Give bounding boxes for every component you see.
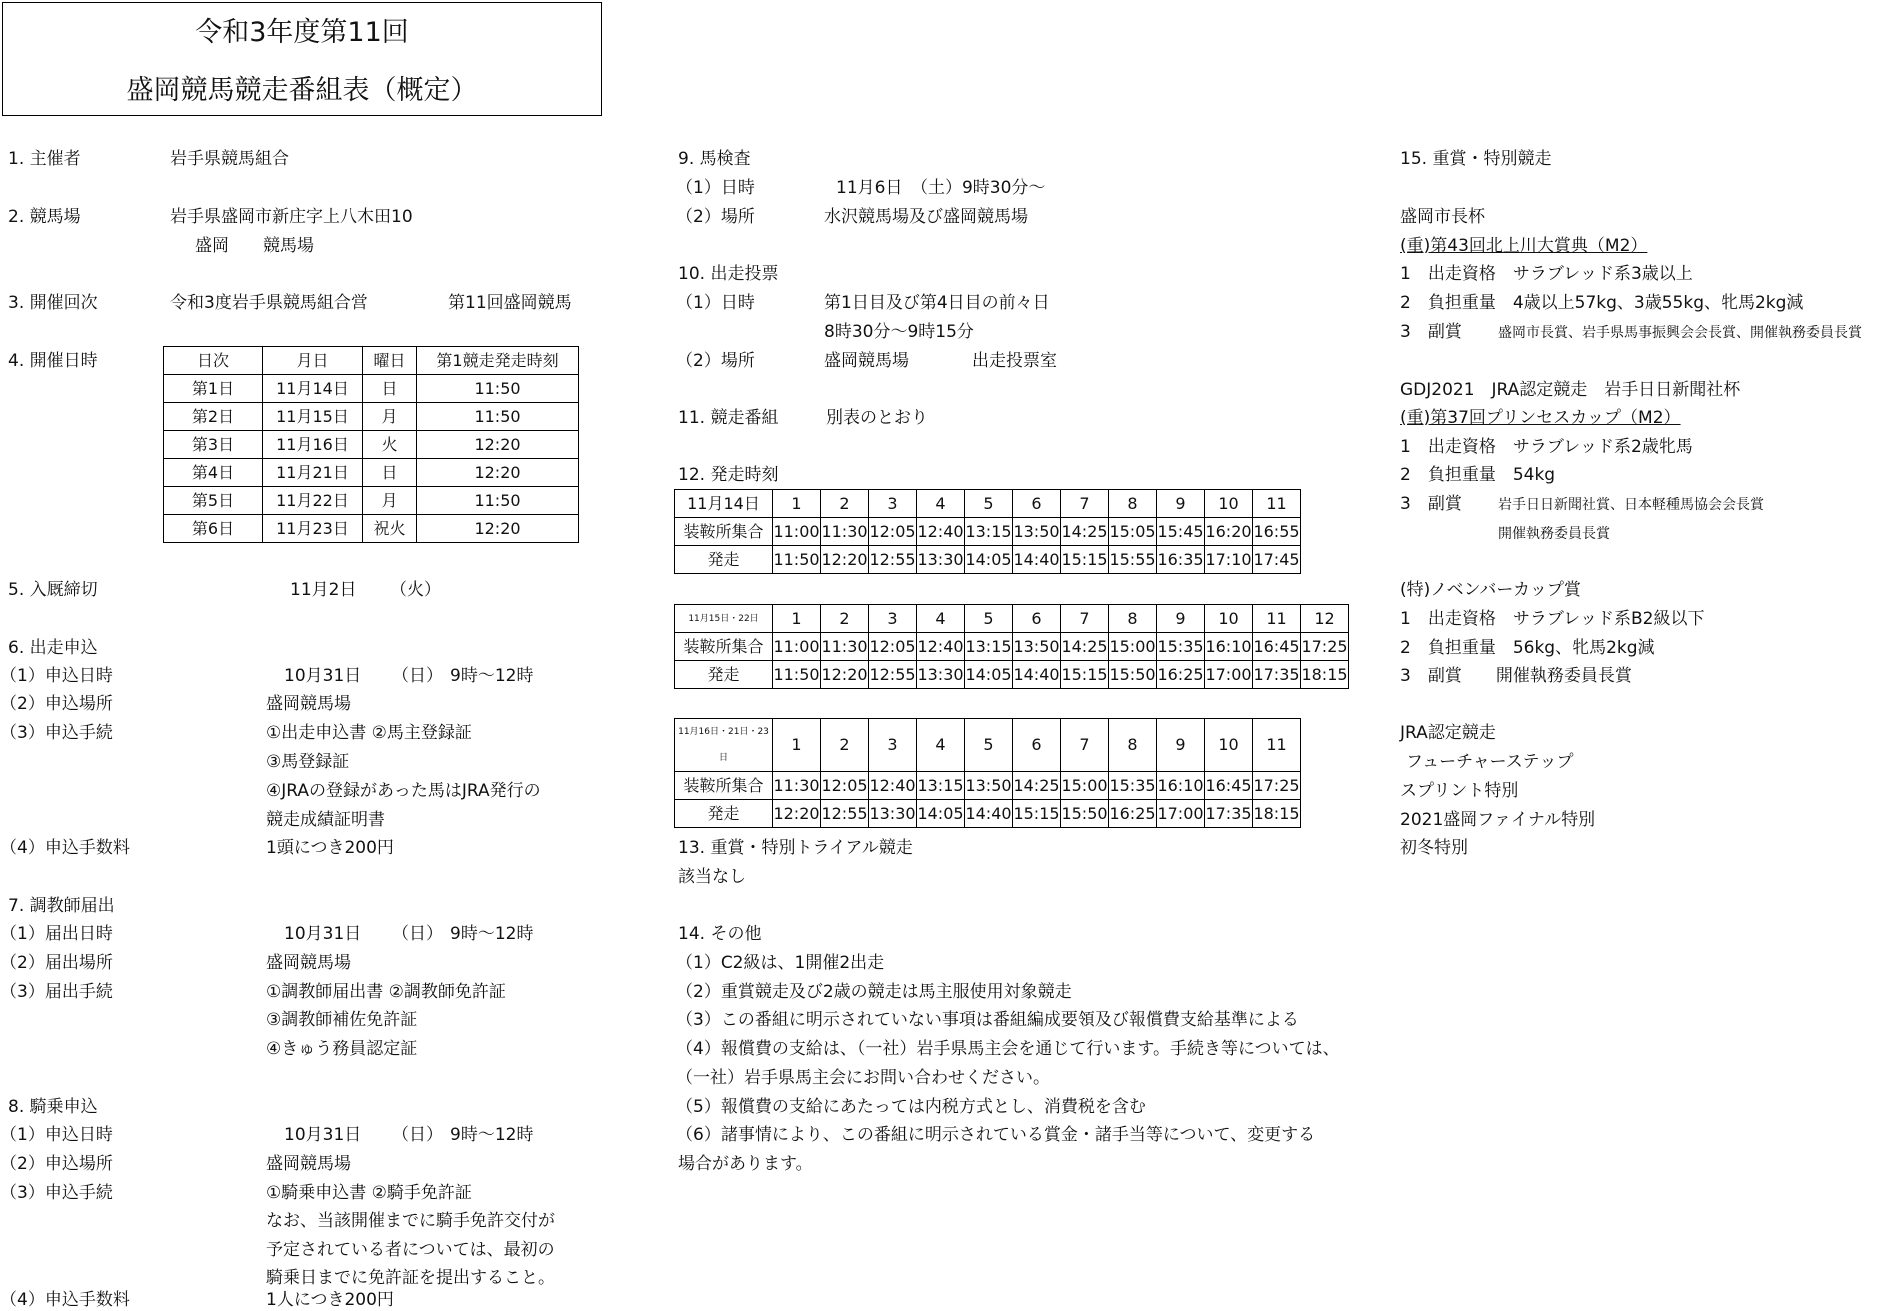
s10-head: 10. 出走投票: [678, 264, 779, 284]
start-time: 17:00: [1157, 800, 1205, 828]
race-table-2: [674, 604, 1349, 689]
s10-r1-value1: 第1日目及び第4日目の前々日: [824, 293, 1050, 313]
race-number: 9: [1157, 719, 1205, 772]
s2-value1: 岩手県盛岡市新庄字上八木田10: [170, 207, 413, 227]
saddling-time: 11:00: [773, 633, 821, 661]
s8-r1-label: （1）申込日時: [0, 1125, 113, 1145]
s3-value2: 第11回盛岡競馬: [448, 293, 572, 313]
s6-r1-label: （1）申込日時: [0, 666, 113, 686]
race1-prize-value: 盛岡市長賞、岩手県馬事振興会会長賞、開催執務委員長賞: [1498, 325, 1862, 341]
saddling-time: 12:40: [917, 633, 965, 661]
race-table-label: 11月14日: [675, 490, 773, 518]
start-time: 15:15: [1013, 800, 1061, 828]
s14-line: （4）報償費の支給は、（一社）岩手県馬主会を通じて行います。手続き等については、: [676, 1039, 1340, 1059]
s6-r1-time: 9時～12時: [450, 666, 534, 686]
s6-r2-label: （2）申込場所: [0, 694, 113, 714]
race-number: 8: [1109, 719, 1157, 772]
s6-r3-v3: ④JRAの登録があった馬はJRA発行の: [266, 781, 541, 801]
s7-r3-v1: ①調教師届出書 ②調教師免許証: [266, 982, 506, 1002]
s2-head: 2. 競馬場: [8, 207, 81, 227]
s11-value: 別表のとおり: [826, 408, 928, 428]
race2-line: 2 負担重量 54kg: [1400, 465, 1556, 485]
saddling-time: 16:45: [1205, 772, 1253, 800]
saddling-time: 12:40: [869, 772, 917, 800]
saddling-time: 15:35: [1157, 633, 1205, 661]
saddling-time: 13:15: [965, 518, 1013, 546]
start-time: 12:55: [821, 800, 869, 828]
saddling-time: 12:40: [917, 518, 965, 546]
race-number: 10: [1205, 719, 1253, 772]
start-time: 18:15: [1301, 661, 1349, 689]
schedule-header-row: [164, 347, 579, 375]
start-time: 16:35: [1157, 546, 1205, 574]
s9-head: 9. 馬検査: [678, 149, 751, 169]
start-time: 13:30: [869, 800, 917, 828]
s6-r3-v4: 競走成績証明書: [266, 810, 385, 830]
schedule-header-date: 月日: [263, 347, 363, 375]
s8-r1-date: 10月31日: [284, 1125, 362, 1145]
start-time: 18:15: [1253, 800, 1301, 828]
start-time: 12:55: [869, 661, 917, 689]
title-line1: 令和3年度第11回: [195, 17, 409, 48]
saddling-time: 17:25: [1301, 633, 1349, 661]
saddling-time: 11:30: [821, 633, 869, 661]
race-table-start-row: [675, 800, 1301, 828]
start-time: 17:35: [1253, 661, 1301, 689]
race-number: 1: [773, 605, 821, 633]
s7-r3-label: （3）届出手続: [0, 982, 113, 1002]
schedule-table: [163, 346, 579, 543]
s5-date: 11月2日: [290, 580, 357, 600]
start-label: 発走: [675, 546, 773, 574]
s8-r1-time: 9時～12時: [450, 1125, 534, 1145]
schedule-header-dow: 曜日: [363, 347, 417, 375]
race2-name: (重)第37回プリンセスカップ（M2）: [1400, 408, 1681, 428]
s9-r2-label: （2）場所: [676, 207, 755, 227]
saddling-time: 15:05: [1109, 518, 1157, 546]
saddling-label: 装鞍所集合: [675, 772, 773, 800]
start-label: 発走: [675, 661, 773, 689]
schedule-cell: 第2日: [164, 403, 263, 431]
start-time: 15:55: [1109, 546, 1157, 574]
race-number: 6: [1013, 719, 1061, 772]
race-table-1: [674, 489, 1301, 574]
s4-head: 4. 開催日時: [8, 351, 98, 371]
race-number: 7: [1061, 490, 1109, 518]
race-number: 4: [917, 490, 965, 518]
race-number: 5: [965, 490, 1013, 518]
schedule-cell: 11月15日: [263, 403, 363, 431]
jra-race: 初冬特別: [1400, 838, 1468, 858]
s6-head: 6. 出走申込: [8, 638, 98, 658]
s6-r3-v1: ①出走申込書 ②馬主登録証: [266, 723, 472, 743]
schedule-cell: 11:50: [417, 403, 579, 431]
race-number: 9: [1157, 490, 1205, 518]
start-time: 17:10: [1205, 546, 1253, 574]
schedule-cell: 第1日: [164, 375, 263, 403]
schedule-cell: 日: [363, 375, 417, 403]
s14-line: （1）C2級は、1開催2出走: [676, 953, 885, 973]
race1-line: 1 出走資格 サラブレッド系3歳以上: [1400, 264, 1693, 284]
saddling-time: 15:35: [1109, 772, 1157, 800]
saddling-time: 16:10: [1205, 633, 1253, 661]
start-time: 14:40: [965, 800, 1013, 828]
saddling-time: 13:15: [965, 633, 1013, 661]
saddling-time: 14:25: [1061, 633, 1109, 661]
s7-r3-v3: ④きゅう務員認定証: [266, 1039, 418, 1059]
jra-race: 2021盛岡ファイナル特別: [1400, 810, 1596, 830]
saddling-time: 11:30: [773, 772, 821, 800]
race-table-3: [674, 718, 1301, 828]
start-time: 12:55: [869, 546, 917, 574]
start-time: 16:25: [1109, 800, 1157, 828]
s9-r1-value: 11月6日 （土）9時30分～: [836, 178, 1046, 198]
s1-head: 1. 主催者: [8, 149, 81, 169]
title-box: [2, 2, 602, 116]
race1-prize-label: 3 副賞: [1400, 322, 1462, 342]
saddling-label: 装鞍所集合: [675, 518, 773, 546]
s8-r3-v4: 騎乗日までに免許証を提出すること。: [266, 1268, 555, 1288]
schedule-cell: 祝火: [363, 515, 417, 543]
schedule-cell: 12:20: [417, 431, 579, 459]
schedule-row: [164, 431, 579, 459]
s7-r1-date: 10月31日: [284, 924, 362, 944]
race-table-label: 11月15日・22日: [675, 605, 773, 633]
saddling-time: 16:10: [1157, 772, 1205, 800]
saddling-time: 16:20: [1205, 518, 1253, 546]
s5-dow: （火）: [390, 580, 441, 600]
schedule-cell: 火: [363, 431, 417, 459]
s1-value: 岩手県競馬組合: [170, 149, 289, 169]
s10-r2-value: 盛岡競馬場: [824, 351, 909, 371]
s8-head: 8. 騎乗申込: [8, 1097, 98, 1117]
race1-line: 2 負担重量 4歳以上57kg、3歳55kg、牝馬2kg減: [1400, 293, 1804, 313]
race-table-number-row: [675, 719, 1301, 772]
s7-r3-v2: ③調教師補佐免許証: [266, 1010, 418, 1030]
start-time: 14:05: [917, 800, 965, 828]
race-table-saddling-row: [675, 772, 1301, 800]
start-time: 11:50: [773, 661, 821, 689]
saddling-time: 15:00: [1109, 633, 1157, 661]
race2-line: 1 出走資格 サラブレッド系2歳牝馬: [1400, 437, 1693, 457]
start-time: 14:05: [965, 546, 1013, 574]
saddling-time: 15:00: [1061, 772, 1109, 800]
saddling-time: 12:05: [869, 633, 917, 661]
s6-r4-label: （4）申込手数料: [0, 838, 130, 858]
s14-line: 場合があります。: [678, 1154, 813, 1174]
s8-r1-dow: （日）: [392, 1125, 443, 1145]
saddling-time: 14:25: [1061, 518, 1109, 546]
race-number: 9: [1157, 605, 1205, 633]
race3-line: 2 負担重量 56kg、牝馬2kg減: [1400, 638, 1655, 658]
s11-head: 11. 競走番組: [678, 408, 779, 428]
race2-prize-value: 岩手日日新聞社賞、日本軽種馬協会会長賞: [1498, 497, 1764, 513]
saddling-time: 16:55: [1253, 518, 1301, 546]
saddling-time: 13:50: [965, 772, 1013, 800]
schedule-cell: 11月22日: [263, 487, 363, 515]
s8-r3-v2: なお、当該開催までに騎手免許交付が: [266, 1211, 555, 1231]
race-table-start-row: [675, 546, 1301, 574]
start-time: 15:15: [1061, 546, 1109, 574]
race-number: 2: [821, 605, 869, 633]
schedule-header-start: 第1競走発走時刻: [417, 347, 579, 375]
start-time: 12:20: [821, 661, 869, 689]
race-number: 8: [1109, 605, 1157, 633]
race-number: 7: [1061, 605, 1109, 633]
race1-name: (重)第43回北上川大賞典（M2）: [1400, 236, 1648, 256]
saddling-time: 13:15: [917, 772, 965, 800]
s8-r4-label: （4）申込手数料: [0, 1290, 130, 1310]
race2-prize-value: 開催執務委員長賞: [1498, 526, 1610, 542]
s3-value1: 令和3度岩手県競馬組合営: [170, 293, 368, 313]
race3-name: (特)ノベンバーカップ賞: [1400, 580, 1581, 600]
schedule-cell: 第5日: [164, 487, 263, 515]
start-label: 発走: [675, 800, 773, 828]
start-time: 13:30: [917, 661, 965, 689]
start-time: 12:20: [821, 546, 869, 574]
jra-race: スプリント特別: [1400, 781, 1519, 801]
race-number: 5: [965, 605, 1013, 633]
race-table-label: 11月16日・21日・23日: [675, 719, 773, 772]
schedule-header-day: 日次: [164, 347, 263, 375]
s14-line: （6）諸事情により、この番組に明示されている賞金・諸手当等について、変更する: [676, 1125, 1316, 1145]
title-line2: 盛岡競馬競走番組表（概定）: [126, 75, 478, 106]
s14-line: （一社）岩手県馬主会にお問い合わせください。: [676, 1068, 1050, 1088]
race-number: 1: [773, 719, 821, 772]
s7-r2-value: 盛岡競馬場: [266, 953, 351, 973]
race3-line: 3 副賞 開催執務委員長賞: [1400, 666, 1632, 686]
s10-r2-label: （2）場所: [676, 351, 755, 371]
s6-r3-v2: ③馬登録証: [266, 752, 350, 772]
race-table-start-row: [675, 661, 1349, 689]
s13-head: 13. 重賞・特別トライアル競走: [678, 838, 913, 858]
s10-r1-value2: 8時30分～9時15分: [824, 322, 974, 342]
s8-r2-value: 盛岡競馬場: [266, 1154, 351, 1174]
s13-value: 該当なし: [678, 867, 746, 887]
race-table-saddling-row: [675, 518, 1301, 546]
schedule-cell: 11月16日: [263, 431, 363, 459]
race-number: 5: [965, 719, 1013, 772]
s6-r2-value: 盛岡競馬場: [266, 694, 351, 714]
start-time: 11:50: [773, 546, 821, 574]
s7-r2-label: （2）届出場所: [0, 953, 113, 973]
s7-r1-time: 9時～12時: [450, 924, 534, 944]
saddling-time: 11:30: [821, 518, 869, 546]
s9-r2-value: 水沢競馬場及び盛岡競馬場: [824, 207, 1028, 227]
s10-r2-value2: 出走投票室: [972, 351, 1057, 371]
start-time: 16:25: [1157, 661, 1205, 689]
start-time: 13:30: [917, 546, 965, 574]
race-number: 3: [869, 605, 917, 633]
saddling-time: 11:00: [773, 518, 821, 546]
race-number: 11: [1253, 719, 1301, 772]
schedule-cell: 日: [363, 459, 417, 487]
schedule-cell: 12:20: [417, 459, 579, 487]
start-time: 17:35: [1205, 800, 1253, 828]
s3-head: 3. 開催回次: [8, 293, 98, 313]
s10-r1-label: （1）日時: [676, 293, 755, 313]
race-number: 4: [917, 605, 965, 633]
s8-r3-v3: 予定されている者については、最初の: [266, 1240, 555, 1260]
race-number: 3: [869, 490, 917, 518]
start-time: 14:40: [1013, 661, 1061, 689]
saddling-time: 12:05: [821, 772, 869, 800]
start-time: 17:00: [1205, 661, 1253, 689]
race-number: 2: [821, 719, 869, 772]
s2-value2: 盛岡 競馬場: [195, 236, 314, 256]
s6-r1-date: 10月31日: [284, 666, 362, 686]
schedule-row: [164, 375, 579, 403]
schedule-row: [164, 515, 579, 543]
schedule-cell: 月: [363, 487, 417, 515]
s14-line: （3）この番組に明示されていない事項は番組編成要領及び報償費支給基準による: [676, 1010, 1299, 1030]
race-number: 6: [1013, 490, 1061, 518]
schedule-row: [164, 487, 579, 515]
start-time: 14:40: [1013, 546, 1061, 574]
s14-line: （2）重賞競走及び2歳の競走は馬主服使用対象競走: [676, 982, 1072, 1002]
s5-head: 5. 入厩締切: [8, 580, 98, 600]
race-number: 3: [869, 719, 917, 772]
start-time: 15:50: [1109, 661, 1157, 689]
s7-r1-dow: （日）: [392, 924, 443, 944]
race-table-saddling-row: [675, 633, 1349, 661]
schedule-cell: 第4日: [164, 459, 263, 487]
s8-r3-v1: ①騎乗申込書 ②騎手免許証: [266, 1183, 472, 1203]
race-number: 2: [821, 490, 869, 518]
s15-head: 15. 重賞・特別競走: [1400, 149, 1552, 169]
schedule-cell: 第3日: [164, 431, 263, 459]
race3-line: 1 出走資格 サラブレッド系B2級以下: [1400, 609, 1705, 629]
race-number: 10: [1205, 490, 1253, 518]
schedule-row: [164, 403, 579, 431]
race2-sponsor: GDJ2021 JRA認定競走 岩手日日新聞社杯: [1400, 380, 1741, 400]
jra-head: JRA認定競走: [1400, 723, 1496, 743]
s9-r1-label: （1）日時: [676, 178, 755, 198]
saddling-time: 16:45: [1253, 633, 1301, 661]
race-number: 1: [773, 490, 821, 518]
start-time: 12:20: [773, 800, 821, 828]
race-number: 8: [1109, 490, 1157, 518]
jra-race: フューチャーステップ: [1406, 752, 1574, 772]
s14-line: （5）報償費の支給にあたっては内税方式とし、消費税を含む: [676, 1097, 1146, 1117]
race-number: 11: [1253, 605, 1301, 633]
schedule-cell: 11:50: [417, 487, 579, 515]
s7-r1-label: （1）届出日時: [0, 924, 113, 944]
saddling-time: 13:50: [1013, 518, 1061, 546]
schedule-cell: 第6日: [164, 515, 263, 543]
start-time: 15:50: [1061, 800, 1109, 828]
race-number: 7: [1061, 719, 1109, 772]
s6-r1-dow: （日）: [392, 666, 443, 686]
schedule-cell: 11月14日: [263, 375, 363, 403]
race-number: 10: [1205, 605, 1253, 633]
race-table-number-row: [675, 605, 1349, 633]
start-time: 14:05: [965, 661, 1013, 689]
schedule-cell: 月: [363, 403, 417, 431]
start-time: 15:15: [1061, 661, 1109, 689]
s7-head: 7. 調教師届出: [8, 896, 115, 916]
start-time: 17:45: [1253, 546, 1301, 574]
race-number: 6: [1013, 605, 1061, 633]
saddling-time: 14:25: [1013, 772, 1061, 800]
schedule-cell: 11月23日: [263, 515, 363, 543]
race-number: 4: [917, 719, 965, 772]
schedule-cell: 11月21日: [263, 459, 363, 487]
saddling-time: 13:50: [1013, 633, 1061, 661]
schedule-cell: 12:20: [417, 515, 579, 543]
schedule-row: [164, 459, 579, 487]
race2-prize-label: 3 副賞: [1400, 494, 1462, 514]
race1-sponsor: 盛岡市長杯: [1400, 207, 1485, 227]
s6-r3-label: （3）申込手続: [0, 723, 113, 743]
s12-head: 12. 発走時刻: [678, 465, 779, 485]
race-number: 12: [1301, 605, 1349, 633]
s8-r3-label: （3）申込手続: [0, 1183, 113, 1203]
race-table-number-row: [675, 490, 1301, 518]
s8-r2-label: （2）申込場所: [0, 1154, 113, 1174]
s14-head: 14. その他: [678, 924, 762, 944]
saddling-label: 装鞍所集合: [675, 633, 773, 661]
saddling-time: 17:25: [1253, 772, 1301, 800]
saddling-time: 12:05: [869, 518, 917, 546]
schedule-cell: 11:50: [417, 375, 579, 403]
s6-r4-value: 1頭につき200円: [266, 838, 394, 858]
race-number: 11: [1253, 490, 1301, 518]
saddling-time: 15:45: [1157, 518, 1205, 546]
s8-r4-value: 1人につき200円: [266, 1290, 394, 1310]
